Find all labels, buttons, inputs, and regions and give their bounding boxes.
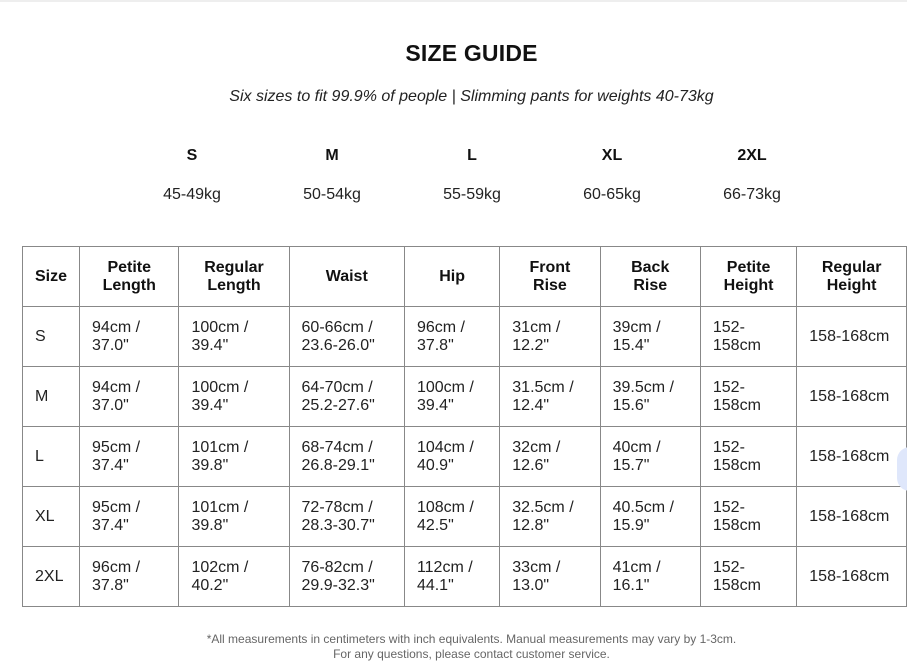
footnote-contact: For any questions, please contact customer service.	[333, 647, 610, 661]
size-overview-2xl	[692, 147, 812, 204]
cell-front-rise: 33cm / 13.0"	[500, 547, 600, 607]
table-row	[23, 427, 907, 487]
cell-back-rise: 40.5cm / 15.9"	[600, 487, 700, 547]
cell-hip: 96cm / 37.8"	[404, 307, 499, 367]
cell-size: L	[23, 427, 80, 487]
cell-back-rise: 39cm / 15.4"	[600, 307, 700, 367]
cell-back-rise: 40cm / 15.7"	[600, 427, 700, 487]
cell-size: M	[23, 367, 80, 427]
cell-front-rise: 32cm / 12.6"	[500, 427, 600, 487]
cell-waist: 64-70cm / 25.2-27.6"	[289, 367, 404, 427]
header-size: Size	[23, 247, 80, 307]
header-front-rise: Front Rise	[500, 247, 600, 307]
cell-petite-height: 152-158cm	[700, 547, 796, 607]
cell-hip: 112cm / 44.1"	[404, 547, 499, 607]
cell-petite-length: 96cm / 37.8"	[80, 547, 179, 607]
table-row	[23, 487, 907, 547]
cell-petite-height: 152-158cm	[700, 487, 796, 547]
cell-petite-length: 94cm / 37.0"	[80, 307, 179, 367]
page-subtitle: Six sizes to fit 99.9% of people | Slimming pants for weights 40-73kg	[229, 88, 714, 105]
cell-petite-length: 95cm / 37.4"	[80, 427, 179, 487]
cell-hip: 104cm / 40.9"	[404, 427, 499, 487]
size-overview-l	[412, 147, 532, 204]
size-overview-label: L	[467, 147, 477, 164]
cell-waist: 72-78cm / 28.3-30.7"	[289, 487, 404, 547]
header-petite-length: Petite Length	[80, 247, 179, 307]
header-regular-height: Regular Height	[797, 247, 907, 307]
cell-regular-length: 101cm / 39.8"	[179, 487, 289, 547]
table-row	[23, 547, 907, 607]
cell-front-rise: 31cm / 12.2"	[500, 307, 600, 367]
cell-back-rise: 39.5cm / 15.6"	[600, 367, 700, 427]
cell-regular-height: 158-168cm	[797, 547, 907, 607]
cell-petite-height: 152-158cm	[700, 427, 796, 487]
cell-petite-length: 94cm / 37.0"	[80, 367, 179, 427]
cell-regular-height: 158-168cm	[797, 367, 907, 427]
table-header-row	[23, 247, 907, 307]
size-overview-xl	[552, 147, 672, 204]
top-divider	[0, 0, 907, 2]
cell-petite-length: 95cm / 37.4"	[80, 487, 179, 547]
cell-regular-height: 158-168cm	[797, 307, 907, 367]
header-regular-length: Regular Length	[179, 247, 289, 307]
cell-waist: 76-82cm / 29.9-32.3"	[289, 547, 404, 607]
table-row	[23, 307, 907, 367]
cell-regular-height: 158-168cm	[797, 427, 907, 487]
cell-regular-length: 100cm / 39.4"	[179, 367, 289, 427]
header-waist: Waist	[289, 247, 404, 307]
size-overview-label: XL	[601, 147, 623, 164]
size-chart-table	[22, 246, 907, 607]
cell-back-rise: 41cm / 16.1"	[600, 547, 700, 607]
cell-regular-length: 101cm / 39.8"	[179, 427, 289, 487]
cell-waist: 60-66cm / 23.6-26.0"	[289, 307, 404, 367]
cell-regular-height: 158-168cm	[797, 487, 907, 547]
size-overview-weight: 50-54kg	[303, 186, 361, 203]
cell-front-rise: 32.5cm / 12.8"	[500, 487, 600, 547]
cell-petite-height: 152-158cm	[700, 307, 796, 367]
header-back-rise: Back Rise	[600, 247, 700, 307]
cell-front-rise: 31.5cm / 12.4"	[500, 367, 600, 427]
cell-hip: 100cm / 39.4"	[404, 367, 499, 427]
size-overview-label: S	[186, 147, 198, 164]
size-overview-label: 2XL	[737, 147, 767, 164]
cell-petite-height: 152-158cm	[700, 367, 796, 427]
size-overview-s	[132, 147, 252, 204]
cell-size: 2XL	[23, 547, 80, 607]
table-row	[23, 367, 907, 427]
cell-regular-length: 100cm / 39.4"	[179, 307, 289, 367]
cell-waist: 68-74cm / 26.8-29.1"	[289, 427, 404, 487]
header-hip: Hip	[404, 247, 499, 307]
size-overview-m	[272, 147, 392, 204]
footnote-measurements: *All measurements in centimeters with inch equivalents. Manual measurements may vary by 1-3cm.	[206, 632, 737, 646]
cell-regular-length: 102cm / 40.2"	[179, 547, 289, 607]
size-overview-weight: 60-65kg	[583, 186, 641, 203]
size-overview-weight: 45-49kg	[163, 186, 221, 203]
chat-widget-button[interactable]	[897, 447, 907, 491]
page-title: SIZE GUIDE	[405, 40, 538, 66]
cell-hip: 108cm / 42.5"	[404, 487, 499, 547]
size-overview-label: M	[325, 147, 339, 164]
footnote	[0, 632, 907, 662]
cell-size: S	[23, 307, 80, 367]
header-petite-height: Petite Height	[700, 247, 796, 307]
size-overview-weight: 55-59kg	[443, 186, 501, 203]
size-overview-weight: 66-73kg	[723, 186, 781, 203]
cell-size: XL	[23, 487, 80, 547]
